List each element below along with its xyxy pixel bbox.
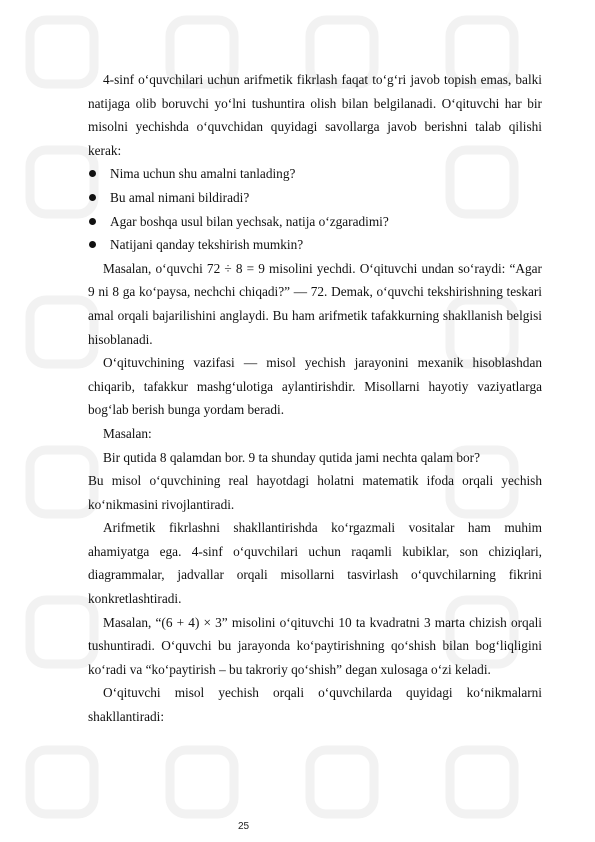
question-text: Natijani qanday tekshirish mumkin?	[110, 237, 304, 253]
example-label: Masalan:	[103, 425, 152, 441]
bullet-icon	[89, 170, 96, 177]
word-problem: Bir qutida 8 qalamdan bor. 9 ta shunday qutida jami nechta qalam bor?	[103, 449, 481, 465]
real-life-paragraph: Bu misol o‘quvchining real hayotdagi holatni matematik ifoda orqali yechish ko‘nikmasini rivojlantiradi.	[88, 473, 542, 512]
visual-tools-paragraph: Arifmetik fikrlashni shakllantirishda ko‘rgazmali vositalar ham muhim ahamiyatga ega. 4-sinf o‘quvchilari uchun raqamli kubiklar, son chiziqlari, diagrammalar, jadvallar orqali misollarni tasvirlash o‘quvchilarning fikrini konkretlashtiradi.	[88, 520, 542, 607]
question-text: Nima uchun shu amalni tanlading?	[110, 166, 296, 182]
question-text: Bu amal nimani bildiradi?	[110, 189, 250, 205]
square-example-paragraph: Masalan, “(6 + 4) × 3” misolini o‘qituvchi 10 ta kvadratni 3 marta chizish orqali tushuntiradi. O‘quvchi bu jarayonda ko‘paytirishning qo‘shish bilan bog‘liqligini ko‘radi va “ko‘paytirish – bu takroriy qo‘shish” degan xulosaga o‘zi keladi.	[88, 614, 542, 677]
bullet-icon	[89, 218, 96, 225]
bullet-icon	[89, 241, 96, 248]
list-item	[88, 162, 542, 186]
page-number: 25	[238, 821, 250, 832]
question-list	[88, 162, 542, 256]
bullet-icon	[89, 194, 96, 201]
closing-paragraph: O‘qituvchi misol yechish orqali o‘quvchilarda quyidagi ko‘nikmalarni shakllantiradi:	[88, 685, 542, 725]
list-item	[88, 210, 542, 234]
list-item	[88, 233, 542, 257]
page-content	[88, 68, 542, 729]
intro-paragraph: 4-sinf o‘quvchilari uchun arifmetik fikrlash faqat to‘g‘ri javob topish emas, balki natijaga olib boruvchi yo‘lni tushuntira olish bilan belgilanadi. O‘qituvchi har bir misolni yechishda o‘quvchidan quyidagi savollarga javob berishni talab qilishi kerak:	[88, 72, 542, 158]
teacher-task-paragraph: O‘qituvchining vazifasi — misol yechish jarayonini mexanik hisoblashdan chiqarib, tafakkur mashg‘ulotiga aylantirishdir. Misollarni hayotiy vaziyatlarga bog‘lab berish bunga yordam beradi.	[88, 355, 542, 418]
question-text: Agar boshqa usul bilan yechsak, natija o‘zgaradimi?	[110, 213, 389, 229]
list-item	[88, 186, 542, 210]
division-example-paragraph: Masalan, o‘quvchi 72 ÷ 8 = 9 misolini yechdi. O‘qituvchi undan so‘raydi: “Agar 9 ni 8 ga ko‘paysa, nechchi chiqadi?” — 72. Demak, o‘quvchi tekshirishning teskari amal orqali bajarilishini anglaydi. Bu ham arifmetik tafakkurning shakllanish belgisi hisoblanadi.	[88, 260, 542, 347]
